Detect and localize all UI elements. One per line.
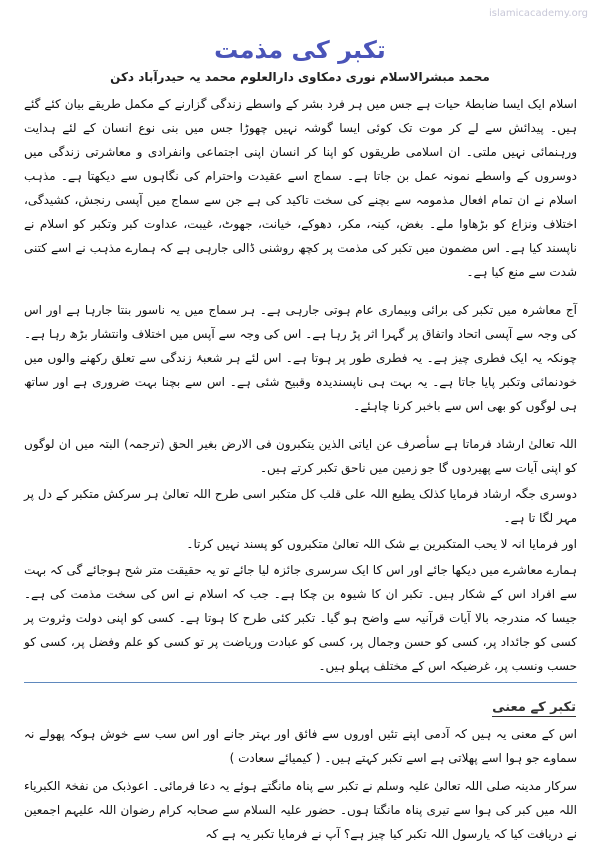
paragraph-intro: اسلام ایک ایسا ضابطۂ حیات ہے جس میں ہر فرد بشر کے واسطے زندگی گزارنے کے مکمل طریقے بیان کئے گئے ہیں۔ پیدائش سے لے کر موت تک کوئی ایسا گوشہ نہیں چھوڑا جس میں بنی نوع انسان کے لئے ہدایت ورہنمائی نہیں ملتی۔ ان اسلامی طریقوں کو اپنا کر انسان اپنی اجتماعی وانفرادی و معاشرتی زندگی میں دوسروں کے واسطے نمونہ عمل بن جاتا ہے۔ سماج اسے عقیدت واحترام کی نگاہوں سے دیکھتا ہے۔ مذہب اسلام نے ان تمام افعال مذمومہ سے بچنے کی سخت تاکید کی ہے جن سے سماج میں آپسی رنجش، کشیدگی، اختلاف ونزاع کو بڑھاوا ملے۔ بغض، کینہ، مکر، دھوکے، خیانت، جھوٹ، غیبت، عداوت کبر وتکبر کو اسلام نے ناپسند کیا ہے۔ اس مضمون میں تکبر کی مذمت پر کچھ روشنی ڈالی جارہی ہے کہ ہمارے مذہب نے اسے کتنی شدت سے منع کیا ہے۔ [24,97,577,279]
paragraph-verse-2: دوسری جگہ ارشاد فرمایا کذلک یطبع اللہ علی قلب کل متکبر اسی طرح اللہ تعالیٰ ہر سرکش متکبر کے دل پر مہر لگا تا ہے۔ [24,487,577,525]
section-heading: تکبر کے معنی [492,700,576,715]
paragraph-verse-1: اللہ تعالیٰ ارشاد فرماتا ہے سأصرف عن ایاتی الذین یتکبرون فی الارض بغیر الحق (ترجمہ) البتہ میں ان لوگوں کو اپنی آیات سے پھیردوں گا جو زمین میں ناحق تکبر کرتے ہیں۔ [24,437,577,475]
paragraph-types-of-pride: ہمارے معاشرے میں دیکھا جائے اور اس کا ایک سرسری جائزہ لیا جائے تو یہ حقیقت متر شح ہوجائے گی کہ بہت سے افراد اس کے شکار ہیں۔ تکبر ان کا شیوہ بن چکا ہے۔ جب کہ اسلام نے اس کی سخت مذمت کی ہے۔ جیسا کہ مندرجہ بالا آیات قرآنیہ سے واضح ہو گیا۔ تکبر کئی طرح کا ہوتا ہے۔ کسی کو اپنی دولت وثروت پر کسی کو جائداد پر، کسی کو حسن وجمال پر، کسی کو عبادت وریاضت پر تو کسی کو علم وفضل پر، کسی کو حسب ونسب پر، غرضیکہ اس کے مختلف پہلو ہیں۔ [24,563,577,673]
section-divider [24,682,577,683]
paragraph-society: آج معاشرہ میں تکبر کی برائی وبیماری عام ہوتی جارہی ہے۔ ہر سماج میں یہ ناسور بنتا جارہا ہے اور اس کی وجہ سے آپسی اتحاد واتفاق پر گہرا اثر پڑ رہا ہے۔ اس کی وجہ سے آپس میں اختلاف وانتشار بڑھ رہا ہے۔ چونکہ یہ ایک فطری چیز ہے۔ یہ فطری طور پر ہوتا ہے۔ اس لئے ہر شعبۂ زندگی سے تعلق رکھنے والوں میں خودنمائی وتکبر پایا جاتا ہے۔ یہ بہت ہی ناپسندیدہ وقبیح شئی ہے۔ اس سے بچنا بہت ضروری ہے اور ساتھ ہی لوگوں کو بھی اس سے باخبر کرنا چاہئے۔ [24,303,577,413]
section-body [24,722,577,850]
paragraph-verse-3: اور فرمایا انہ لا یحب المتکبرین بے شک اللہ تعالیٰ متکبروں کو پسند نہیں کرتا۔ [186,537,577,551]
watermark: islamicacademy.org [489,8,588,19]
page-title: تکبر کی مذمت [214,36,386,64]
paragraph-meaning: اس کے معنی یہ ہیں کہ آدمی اپنے تئیں اوروں سے فائق اور بہتر جانے اور اس سب سے خوش ہوکہ پھولے نہ سماوے جو ہوا اسے پھلاتی ہے اسے تکبر کہتے ہیں۔ ( کیمیائے سعادت ) [24,727,577,765]
paragraph-hadith: سرکار مدینہ صلی اللہ تعالیٰ علیہ وسلم نے تکبر سے پناہ مانگتے ہوئے یہ دعا فرمائی۔ اعوذبک من نفخۃ الکبریاء اللہ میں کبر کی ہوا سے تیری پناہ مانگتا ہوں۔ حضور علیہ السلام سے صحابہ کرام رضوان اللہ علیہم اجمعین نے دریافت کیا کہ یارسول اللہ تکبر کیا چیز ہے؟ آپ نے فرمایا تکبر یہ ہے کہ [24,779,577,841]
article-body [24,92,577,682]
author-line: محمد مبشرالاسلام نوری دمکاوی دارالعلوم محمد یہ حیدرآباد دکن [110,70,490,84]
